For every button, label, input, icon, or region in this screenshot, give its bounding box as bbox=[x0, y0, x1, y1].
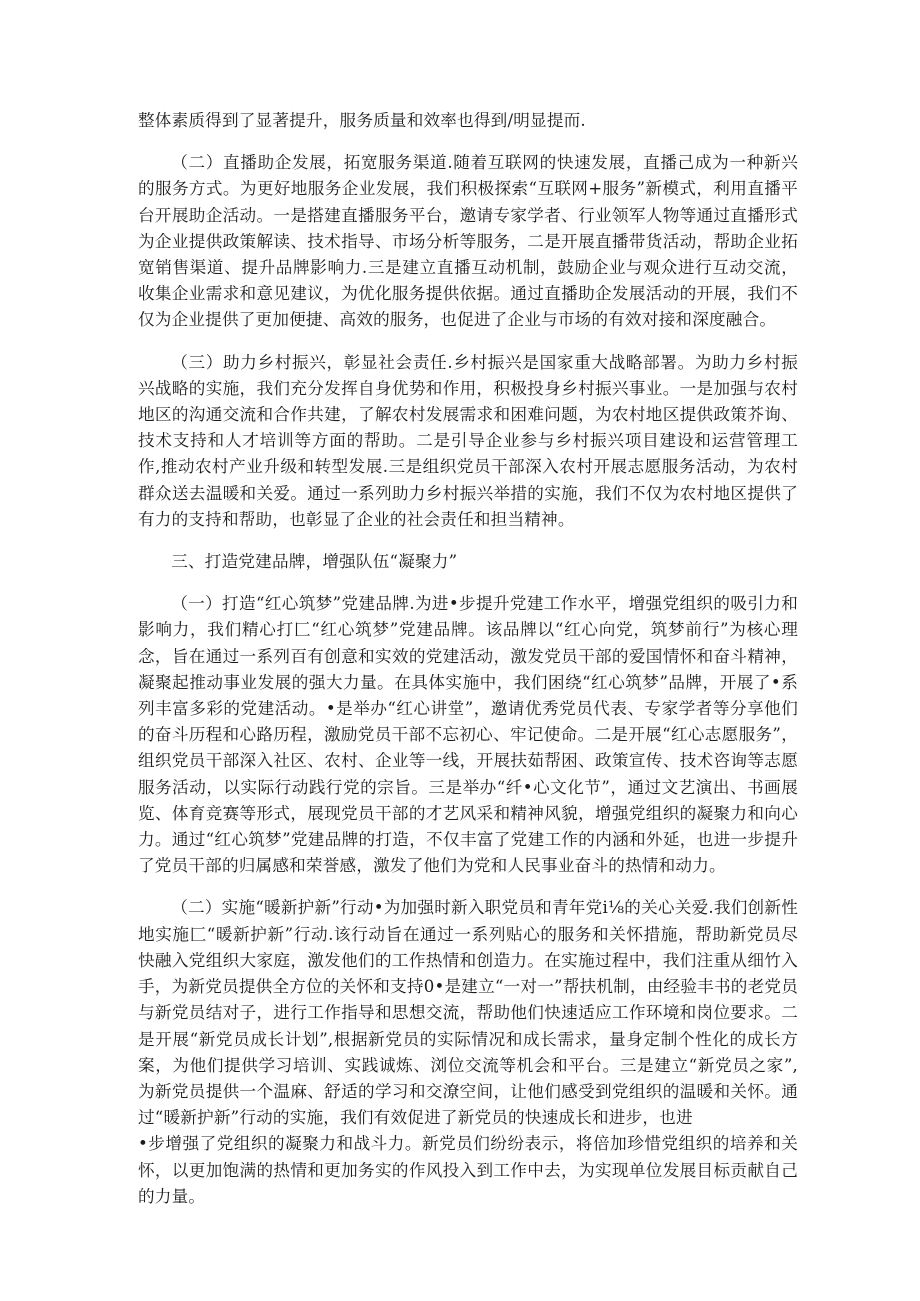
paragraph-red-heart-brand: （一）打造“红心筑梦”党建品牌.为进•步提升党建工作水平，增强党组织的吸引力和影响力，我们精心打匚“红心筑梦”党建品牌。该品牌以“红心向党，筑梦前行”为核心理念，旨在通过一系列百有创意和实效的党建活动，激发党员干部的爱国情怀和奋斗精神，凝聚起推动事业发展的强大力量。在具体实施中，我们困绕“红心筑梦”品牌，开展了•系列丰富多彩的党建活动。•是举办“红心讲堂”，邀请优秀党员代表、专家学者等分享他们的奋斗历程和心路历程，激励党员干部不忘初心、牢记使命。二是开展“红心志愿服务”，组织党员干部深入社区、农村、企业等一线，开展扶茹帮困、政策宣传、技术咨询等志愿服务活动，以实际行动践行党的宗旨。三是举办“纤•心文化节”，通过文艺演出、书画展览、体育竞赛等形式，展现党员干部的才艺风采和精神风貌，增强党组织的凝聚力和向心力。通过“红心筑梦”党建品牌的打造，不仅丰富了党建工作的内涵和外延，也进一步提升了党员干部的归属感和荣誉感，激发了他们为党和人民事业奋斗的热情和动力。 bbox=[138, 594, 798, 876]
paragraph-continuation: 整体素质得到了显著提升，服务质量和效率也得到/明显提而. bbox=[138, 111, 586, 130]
paragraph-warm-new-action-continued: •步增强了党组织的凝聚力和战斗力。新党员们纷纷表示，将倍加珍惜党组织的培养和关怀，以更加饱满的热情和更加务实的作风投入到工作中去，为实现单位发展目标贡献自己的力量。 bbox=[138, 1134, 798, 1206]
paragraph-livestream-support: （二）直播助企发展，拓宽服务渠道.随着互联网的快速发展，直播己成为一种新兴的服务方式。为更好地服务企业发展，我们积极探索“互联网+服务”新模式，利用直播平台开展助企活动。一是搭建直播服务平台，邀请专家学者、行业领军人物等通过直播形式为企业提供政策解读、技术指导、市场分析等服务，二是开展直播带货活动，帮助企业拓宽销售渠道、提升品牌影响力.三是建立直播互动机制，鼓励企业与观众进行互动交流，收集企业需求和意见建议，为优化服务提供依据。通过直播助企发展活动的开展，我们不仅为企业提供了更加便捷、高效的服务，也促进了企业与市场的有效对接和深度融合。 bbox=[138, 153, 798, 330]
paragraph-warm-new-action: （二）实施“暖新护新”行动•为加强时新入职党员和青年党i⅛的关心关爱.我们创新性地实施匚“暖新护新”行动.该行动旨在通过一系列贴心的服务和关怀措施，帮助新党员尽快融入党组织大家庭，激发他们的工作热情和创造力。在实施过程中，我们注重从细竹入手，为新党员提供全方位的关怀和支持0•是建立“一对一”帮扶机制，由经验丰书的老党员与新党员结对子，进行工作指导和思想交流，帮助他们快速适应工作环境和岗位要求。二是开展“新党员成长计划”,根据新党员的实际情况和成长需求，量身定制个性化的成长方案，为他们提供学习培训、实践诚炼、浏位交流等机会和平台。三是建立“新党员之家”,为新党员提供一个温麻、舒适的学习和交潦空间，让他们感受到党组织的温暖和关怀。通过“暖新护新”行动的实施，我们有效促进了新党员的快速成长和进步，也进 bbox=[138, 898, 798, 1128]
document-body bbox=[138, 108, 798, 1226]
paragraph-rural-revitalization: （三）助力乡村振兴，彰显社会责任.乡村振兴是国家重大战略部署。为助力乡村振兴战略的实施，我们充分发挥自身优势和作用，积极投身乡村振兴事业。一是加强与农村地区的沟通交流和合作共建，了解农村发展需求和困难问题，为农村地区提供政策芥询、技术支持和人才培训等方面的帮助。二是引导企业参与乡村振兴项目建设和运营管理工作,推动农村产业升级和转型发展.三是组织党员干部深入农村开展志愿服务活动，为农村群众送去温暖和关爱。通过一系列助力乡村振兴举措的实施，我们不仅为农村地区提供了有力的支持和帮助，也彰显了企业的社会责任和担当精神。 bbox=[138, 352, 798, 529]
section-heading-party-brand: 三、打造党建品牌，增强队伍“凝聚力” bbox=[171, 552, 458, 572]
